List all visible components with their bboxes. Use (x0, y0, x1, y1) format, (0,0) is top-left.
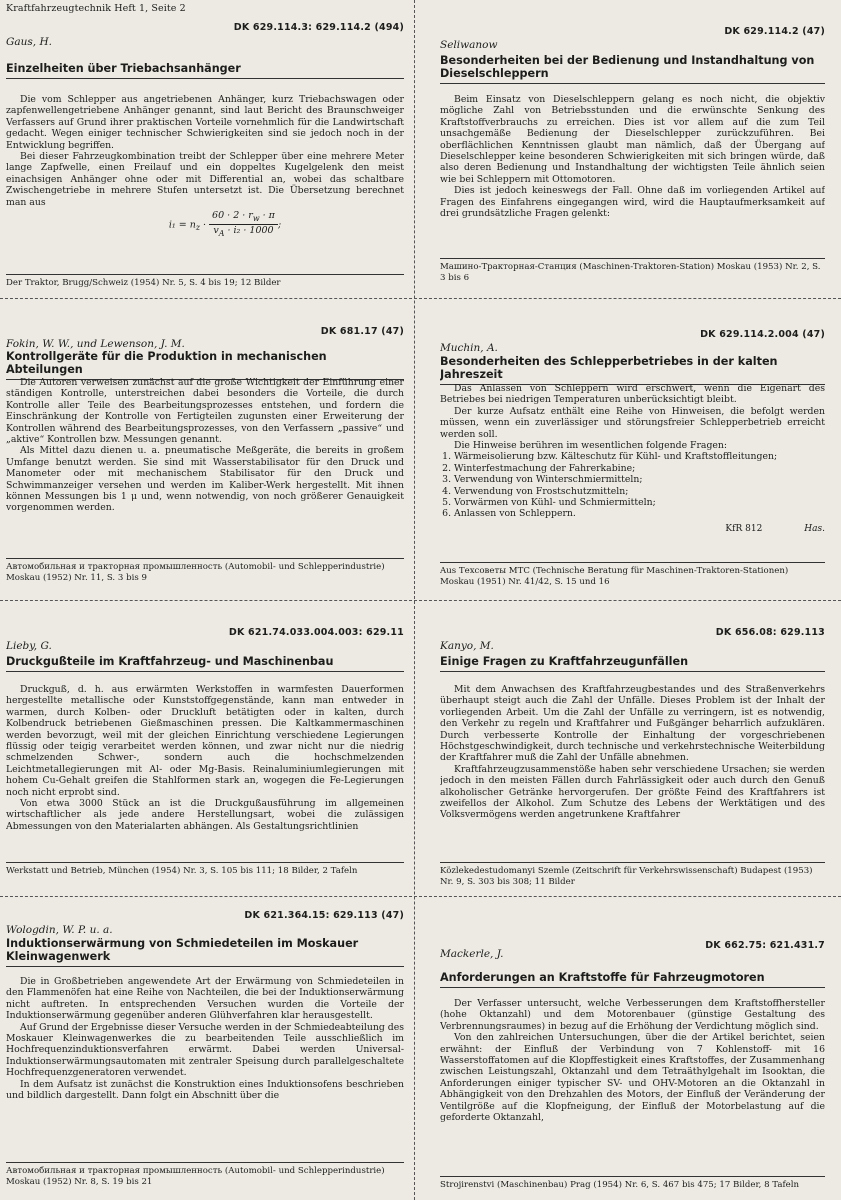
abstract-body (6, 94, 404, 242)
reference-code: KfR 812 (725, 523, 763, 534)
paragraph: Der kurze Aufsatz enthält eine Reihe von Hinweisen, die befolgt werden müssen, wenn ein zuverlässiger und störungsfreier Schlepperbetrieb erreicht werden soll. (440, 405, 825, 440)
source-citation: Der Traktor, Brugg/Schweiz (1954) Nr. 5, S. 4 bis 19; 12 Bilder (6, 274, 404, 289)
horizontal-cut-line (0, 600, 841, 601)
paragraph: Als Mittel dazu dienen u. a. pneumatische Meßgeräte, die bereits in großem Umfange benutzt werden. Sie sind mit Wasserstabilisator für den Druck und Manometer oder mit mechanischem Stabilisator für den Druck und Schwimmanzeiger versehen und werden im Kaliber-Werk hergestellt. Mit ihnen können Messungen bis 1 μ und, wenn notwendig, von noch größerer Genauigkeit vorgenommen werden. (6, 445, 404, 514)
article-title: Einige Fragen zu Kraftfahrzeugunfällen (440, 655, 825, 672)
article-title: Druckgußteile im Kraftfahrzeug- und Maschinenbau (6, 655, 404, 672)
article-title: Besonderheiten des Schlepperbetriebes in der kalten Jahreszeit (440, 355, 825, 385)
abstract-body (6, 976, 404, 1101)
article-title: Induktionserwärmung von Schmiedeteilen im Moskauer Kleinwagenwerk (6, 937, 404, 967)
paragraph: Dies ist jedoch keineswegs der Fall. Ohne daß im vorliegenden Artikel auf Fragen des Einfahrens eingegangen wird, wird die Hauptaufmerksamkeit auf drei grundsätzliche Fragen gelenkt: (440, 185, 825, 220)
list-item: 3. Verwendung von Winterschmiermitteln; (454, 474, 825, 485)
paragraph: Mit dem Anwachsen des Kraftfahrzeugbestandes und des Straßenverkehrs überhaupt steigt auch die Zahl der Unfälle. Dieses Problem ist der Inhalt der vorliegenden Arbeit. Um die Zahl der Unfälle zu verringern, ist es notwendig, den Verkehr zu regeln und Kraftfahrer und Fußgänger beharrlich aufzuklären. Durch verbesserte Kontrolle der Einhaltung der vorgeschriebenen Höchstgeschwindigkeit, durch technische und verkehrstechnische Weiterbildung der Kraftfahrer muß die Zahl der Unfälle abnehmen. (440, 684, 825, 764)
dk-number: DK 629.114.3: 629.114.2 (494) (233, 22, 404, 33)
author: Wologdin, W. P. u. a. (6, 924, 113, 936)
author: Lieby, G. (6, 640, 52, 652)
dk-number: DK 629.114.2.004 (47) (700, 329, 825, 340)
paragraph: Von den zahlreichen Untersuchungen, über die der Artikel berichtet, seien erwähnt: der Einfluß der Verbindung von 7 Kohlenstoff- mit 16 Wasserstoffatomen auf die Klopffestigkeit eines Kraftstoffes, der Zusammenhang zwischen Leistungszahl, Oktanzahl und dem Tetraäthylgehalt im Isooktan, die Anforderungen einiger typischer SV- und OHV-Motoren an die Oktanzahl in Abhängigkeit von den Drehzahlen des Motors, der Einfluß der Veränderung der Ventilgröße auf die Klopfneigung, der Einfluß der Motorbelastung auf die geforderte Oktanzahl, (440, 1032, 825, 1124)
dk-number: DK 629.114.2 (47) (724, 26, 825, 37)
formula: $i_1 = n_z$ · $\frac{60 \cdot 2 \cdot r_w \cdot \pi}{v_A \cdot i_2 \cdot 1000}$ ; (168, 210, 282, 239)
article-title: Anforderungen an Kraftstoffe für Fahrzeugmotoren (440, 971, 825, 988)
horizontal-cut-line (0, 298, 841, 299)
paragraph: Auf Grund der Ergebnisse dieser Versuche werden in der Schmiedeabteilung des Moskauer Kleinwagenwerkes die zu bearbeitenden Teile ausschließlich im Hochfrequenzinduktionsverfahren erwärmt. Dabei werden Universal-Induktionserwärmungsautomaten mit zentraler Speisung durch parallelgeschaltete Hochfrequenzgeneratoren verwendet. (6, 1021, 404, 1079)
list-item: 6. Anlassen von Schleppern. (454, 508, 825, 519)
horizontal-cut-line (0, 896, 841, 897)
list-item: 1. Wärmeisolierung bzw. Kälteschutz für Kühl- und Kraftstoffleitungen; (454, 451, 825, 462)
source-citation: Автомобильная и тракторная промышленность (Automobil- und Schlepperindustrie) Moskau (1952) Nr. 8, S. 19 bis 21 (6, 1162, 404, 1188)
dk-number: DK 621.364.15: 629.113 (47) (244, 910, 404, 921)
author: Muchin, A. (440, 342, 498, 354)
source-citation: Werkstatt und Betrieb, München (1954) Nr. 3, S. 105 bis 111; 18 Bilder, 2 Tafeln (6, 862, 404, 877)
page-header: Kraftfahrzeugtechnik Heft 1, Seite 2 (6, 3, 186, 14)
paragraph: Beim Einsatz von Dieselschleppern gelang es noch nicht, die objektiv mögliche Zahl von Betriebsstunden und die erwünschte Senkung des Kraftstoffverbrauchs zu erreichen. Dies ist vor allem auf die zum Teil unsachgemäße Bedienung der Dieselschlepper zurückzuführen. Bei oberflächlichen Kenntnissen glaubt man nämlich, daß der Übergang auf Dieselschlepper keine besonderen Schwierigkeiten mit sich bringen würde, daß also deren Bedienung und Instandhaltung der wichtigsten Teile ähnlich seien wie bei Schleppern mit Ottomotoren. (440, 94, 825, 185)
list-item: 2. Winterfestmachung der Fahrerkabine; (454, 463, 825, 474)
paragraph: Die Hinweise berühren im wesentlichen folgende Fragen: (454, 440, 728, 452)
paragraph: Druckguß, d. h. aus erwärmten Werkstoffen in warmfesten Dauerformen hergestellte metallische oder Kunststoffgegenstände, kann man entweder in warmen, durch Kolben- oder Druckluft betätigten oder in kalten, durch Kolbendruck betriebenen Gießmaschinen pressen. Die Kaltkammermaschinen werden bevorzugt, weil mit der gleichen Einrichtung verschiedene Legierungen flüssig oder teigig verarbeitet werden können, und zwar nicht nur die niedrig schmelzenden Schwer-, sondern auch die hochschmelzenden Leichtmetallegierungen mit Al- oder Mg-Basis. Reinaluminiumlegierungen mit hohem Cu-Gehalt greifen die Stahlformen stark an, wogegen die Fe-Legierungen noch nicht erprobt sind. (6, 684, 404, 798)
abstract-body (6, 377, 404, 514)
paragraph: Die Autoren verweisen zunächst auf die große Wichtigkeit der Einführung einer ständigen Kontrolle, unterstreichen dabei besonders die Vorteile, die durch Kontrolle aller Teile des Bearbeitungsprozesses entstehen, und fordern die Einschränkung der Kontrolle von Fertigteilen zugunsten einer Erweiterung der Kontrollen während des Bearbeitungsprozesses, von den Verfassern „passive“ und „aktive“ Kontrollen bzw. Messungen genannt. (6, 377, 404, 446)
reference-line (440, 524, 825, 535)
abstract-card (440, 320, 825, 598)
source-citation: Автомобильная и тракторная промышленность (Automobil- und Schlepperindustrie) Moskau (1952) Nr. 11, S. 3 bis 9 (6, 558, 404, 584)
abstract-card (6, 320, 404, 598)
paragraph: Die in Großbetrieben angewendete Art der Erwärmung von Schmiedeteilen in den Flammenöfen hat eine Reihe von Nachteilen, die bei der Induktionserwärmung nicht auftreten. In entsprechenden Versuchen wurden die Vorteile der Induktionserwärmung gegenüber anderen Glühverfahren klar herausgestellt. (6, 976, 404, 1022)
paragraph: Das Anlassen von Schleppern wird erschwert, wenn die Eigenart des Betriebes bei niedrigen Temperaturen unberücksichtigt bleibt. (440, 383, 825, 406)
abstract-card (440, 622, 825, 894)
author: Kanyo, M. (440, 640, 494, 652)
paragraph: Kraftfahrzeugzusammenstöße haben sehr verschiedene Ursachen; sie werden jedoch in den meisten Fällen durch Fahrlässigkeit oder auch durch den Genuß alkoholischer Getränke hervorgerufen. Der größte Feind des Kraftfahrers ist zweifellos der Alkohol. Zum Schutze des Lebens der Werktätigen und des Volksvermögens werden angetrunkene Kraftfahrer (440, 763, 825, 821)
source-citation: Aus Техсоветы МТС (Technische Beratung für Maschinen-Traktoren-Stationen) Moskau (1951) Nr. 41/42, S. 15 und 16 (440, 562, 825, 588)
list-item: 5. Vorwärmen von Kühl- und Schmiermitteln; (454, 497, 825, 508)
abstract-card (6, 622, 404, 894)
abstract-card (6, 18, 404, 296)
source-citation: Машино-Тракторная-Станция (Maschinen-Traktoren-Station) Moskau (1953) Nr. 2, S. 3 bis 6 (440, 258, 825, 284)
article-title: Besonderheiten bei der Bedienung und Instandhaltung von Dieselschleppern (440, 54, 825, 84)
abstract-body (440, 998, 825, 1123)
paragraph: Von etwa 3000 Stück an ist die Druckgußausführung im allgemeinen wirtschaftlicher als jede andere Herstellungsart, wobei die zulässigen Abmessungen von den Materialarten abhängen. Als Gestaltungsrichtlinien (6, 798, 404, 832)
formula-fraction: $\frac{60 \cdot 2 \cdot r_w \cdot \pi}{v_A \cdot i_2 \cdot 1000}$ (209, 210, 278, 240)
article-title: Einzelheiten über Triebachsanhänger (6, 62, 404, 79)
source-citation: Strojirenstvi (Maschinenbau) Prag (1954) Nr. 6, S. 467 bis 475; 17 Bilder, 8 Tafeln (440, 1176, 825, 1191)
signature: Has. (804, 523, 825, 534)
paragraph: Der Verfasser untersucht, welche Verbesserungen dem Kraftstoffhersteller (hohe Oktanzahl) und dem Motorenbauer (günstige Gestaltung des Verbrennungsraumes) in bezug auf die Erhöhung der Verdichtung möglich sind. (440, 998, 825, 1032)
dk-number: DK 681.17 (47) (320, 326, 404, 337)
paragraph: Bei dieser Fahrzeugkombination treibt der Schlepper über eine mehrere Meter lange Zapfwelle, einen Freilauf und ein doppeltes Kugelgelenk den meist einachsigen Anhänger ohne oder mit Differential an, wobei das schaltbare Zwischengetriebe in mehrere Stufen untersetzt ist. Die Übersetzung berechnet man aus (6, 151, 404, 208)
abstract-card (440, 18, 825, 296)
abstract-body (440, 94, 825, 219)
author: Seliwanow (440, 39, 498, 51)
source-citation: Közlekedestudomanyi Szemle (Zeitschrift für Verkehrswissenschaft) Budapest (1953) Nr. 9, S. 303 bis 308; 11 Bilder (440, 862, 825, 888)
paragraph: Die vom Schlepper aus angetriebenen Anhänger, kurz Triebachswagen oder zapfenwellengetriebene Anhänger genannt, sind laut Bericht des Braunschweiger Verfassers auf Grund ihrer praktischen Vorteile vornehmlich für die Landwirtschaft gedacht. Wegen einiger technischer Schwierigkeiten sind sie jedoch noch in der Entwicklung begriffen. (6, 94, 404, 151)
dk-number: DK 621.74.033.004.003: 629.11 (228, 627, 404, 638)
list-item: 4. Verwendung von Frostschutzmitteln; (454, 486, 825, 497)
abstract-body (440, 383, 825, 535)
author: Mackerle, J. (440, 948, 504, 960)
dk-number: DK 662.75: 621.431.7 (705, 940, 825, 951)
dk-number: DK 656.08: 629.113 (715, 627, 825, 638)
question-list (440, 451, 825, 519)
abstract-body (440, 684, 825, 821)
abstract-card (6, 904, 404, 1198)
author: Fokin, W. W., und Lewenson, J. M. (6, 338, 185, 350)
author: Gaus, H. (6, 36, 52, 48)
abstract-card (440, 904, 825, 1198)
abstract-body (6, 684, 404, 832)
article-title: Kontrollgeräte für die Produktion in mechanischen Abteilungen (6, 350, 404, 380)
paragraph: In dem Aufsatz ist zunächst die Konstruktion eines Induktionsofens beschrieben und bildlich dargestellt. Dann folgt ein Abschnitt über die (6, 1078, 404, 1102)
